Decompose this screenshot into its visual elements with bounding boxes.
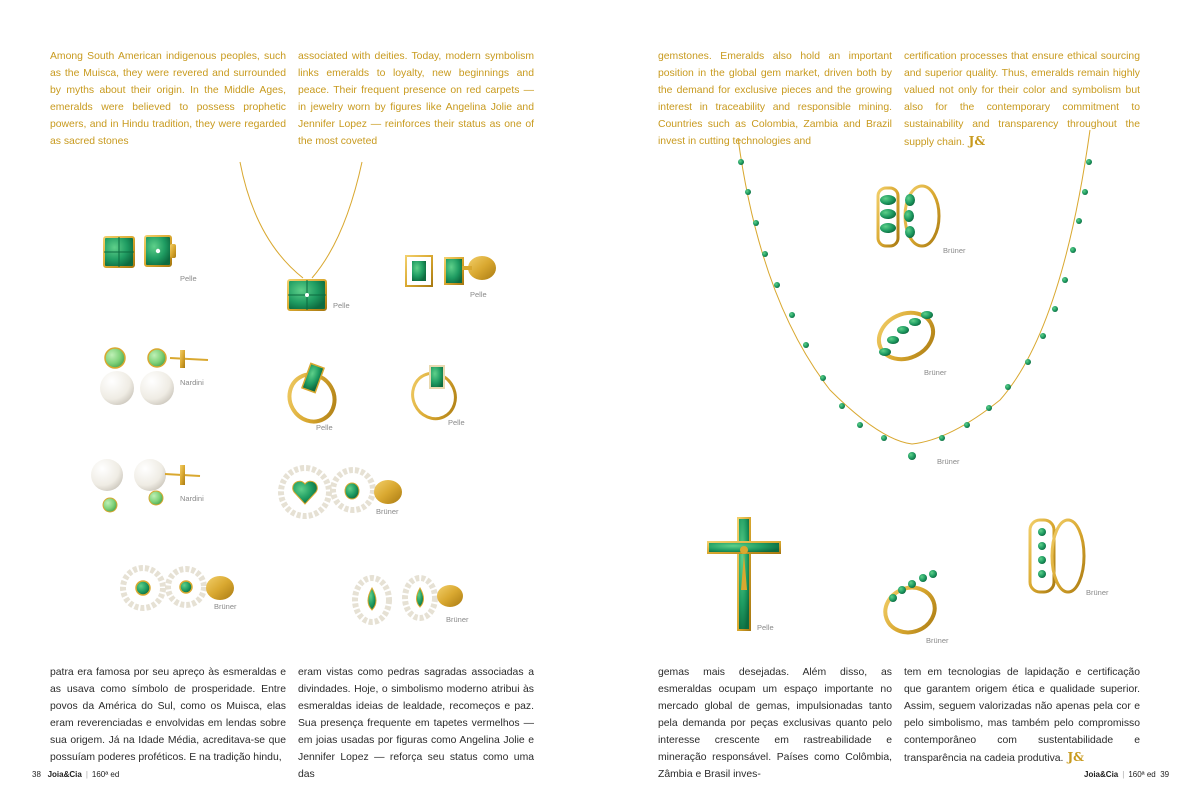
emerald-cross-pendant — [708, 518, 780, 630]
right-pt-column-2-text: tem em tecnologias de lapidação e certificação que garantem origem ética e qualidade superior. Assim, seguem valorizadas não apenas pela cor e pelo simbolismo, mas também pelo compromisso contemporâneo com sustentabilidade e transparência na cadeia produtiva. — [904, 667, 1140, 764]
caption-pelle-studs: Pelle — [180, 274, 197, 283]
emerald-halo-ring — [405, 366, 463, 426]
caption-bruner-heart: Brüner — [376, 507, 399, 516]
emerald-baguette-stud-earrings — [406, 256, 496, 286]
right-pt-column-1: gemas mais desejadas. Além disso, as esmeraldas ocupam um espaço importante no mercado global de gemas, impulsionadas tanto pela demanda por peças exclusivas quanto pelo interesse crescente em rastreabilidade e mineração responsável. Países como Colômbia, Zâmbia e Brasil inves- — [658, 667, 892, 780]
emerald-hoop-earrings-bottom — [1030, 520, 1084, 592]
caption-bruner-necklace: Brüner — [937, 457, 960, 466]
caption-bruner-pear: Brüner — [446, 615, 469, 624]
caption-pelle-necklace: Pelle — [333, 301, 350, 310]
edition: 160ª ed — [91, 770, 120, 779]
caption-nardini-drop: Nardini — [180, 494, 204, 503]
magazine-name: Joia&Cia — [47, 770, 82, 779]
emerald-station-necklace — [738, 130, 1092, 460]
left-folio: 38 Joia&Cia | 160ª ed — [32, 770, 120, 779]
page-number: 38 — [32, 770, 41, 779]
square-emerald-stud-earrings — [104, 236, 176, 267]
emerald-half-eternity-ring — [879, 570, 941, 639]
end-mark: J& — [968, 134, 986, 148]
emerald-baguette-ring — [281, 363, 343, 429]
edition: 160ª ed — [1128, 770, 1156, 779]
caption-bruner-hoops-2: Brüner — [1086, 588, 1109, 597]
caption-bruner-hoops: Brüner — [943, 246, 966, 255]
caption-bruner-ring-2: Brüner — [926, 636, 949, 645]
pearl-green-drop-earrings — [91, 459, 200, 512]
right-folio: Joia&Cia | 160ª ed 39 — [1084, 770, 1170, 779]
right-en-column-1: gemstones. Emeralds also hold an important position in the global gem market, driven both by the demand for exclusive pieces and the growing interest in traceability and responsible mining. Countries such as Colombia, Zambia and Brazil invest in cutting technologies and — [658, 51, 892, 147]
caption-nardini-pearl: Nardini — [180, 378, 204, 387]
left-en-column-1: Among South American indigenous peoples, such as the Muisca, they were revered and surrounded by myths about their origin. In the Middle Ages, emeralds were believed to possess prophetic powers, and in Hindu tradition, they were regarded as sacred stones — [50, 51, 286, 147]
left-pt-column-1: patra era famosa por seu apreço às esmeraldas e as usava como símbolo de prosperidade. Entre povos da América do Sul, como os Muisca, elas eram reverenciadas e envolvidas em lendas sobre sua origem. Já na Idade Média, acreditava-se que possuíam poderes proféticos. E na tradição hindu, — [50, 667, 286, 763]
caption-pelle-ring: Pelle — [316, 423, 333, 432]
right-en-column-2-text: certification processes that ensure ethical sourcing and superior quality. Thus, emeralds remain highly valued not only for their color and symbolism but also for the contemporary commitment to sustainability and transparency throughout the supply chain. — [904, 51, 1140, 148]
right-pt-column-2 — [904, 664, 1140, 767]
emerald-hoop-earrings-top — [878, 186, 939, 246]
magazine-name: Joia&Cia — [1084, 770, 1119, 779]
left-en-column-2: associated with deities. Today, modern symbolism links emeralds to loyalty, new beginnings and peace. Their frequent presence on red carpets — in jewelry worn by figures like Angelina Jolie and Jennifer Lopez — reinforces their status as one of the most coveted — [298, 51, 534, 147]
green-stone-pearl-earrings — [100, 348, 208, 405]
right-en-column-2 — [904, 48, 1140, 151]
page-number: 39 — [1160, 770, 1170, 779]
emerald-square-pendant-necklace — [240, 162, 362, 310]
end-mark-pt: J& — [1067, 750, 1084, 764]
left-pt-column-2: eram vistas como pedras sagradas associadas a divindades. Hoje, o simbolismo moderno atribui às esmeraldas ideias de lealdade, recomeços e paz. Sua presença frequente em tapetes vermelhos — em joias usadas por figuras como Angelina Jolie e Jennifer Lopez — reforça seu status como uma das — [298, 667, 534, 780]
caption-bruner-flower: Brüner — [214, 602, 237, 611]
caption-pelle-ring-2: Pelle — [448, 418, 465, 427]
emerald-eternity-ring — [871, 304, 940, 368]
caption-bruner-ring: Brüner — [924, 368, 947, 377]
caption-pelle-cross: Pelle — [757, 623, 774, 632]
caption-pelle-baguette-studs: Pelle — [470, 290, 487, 299]
